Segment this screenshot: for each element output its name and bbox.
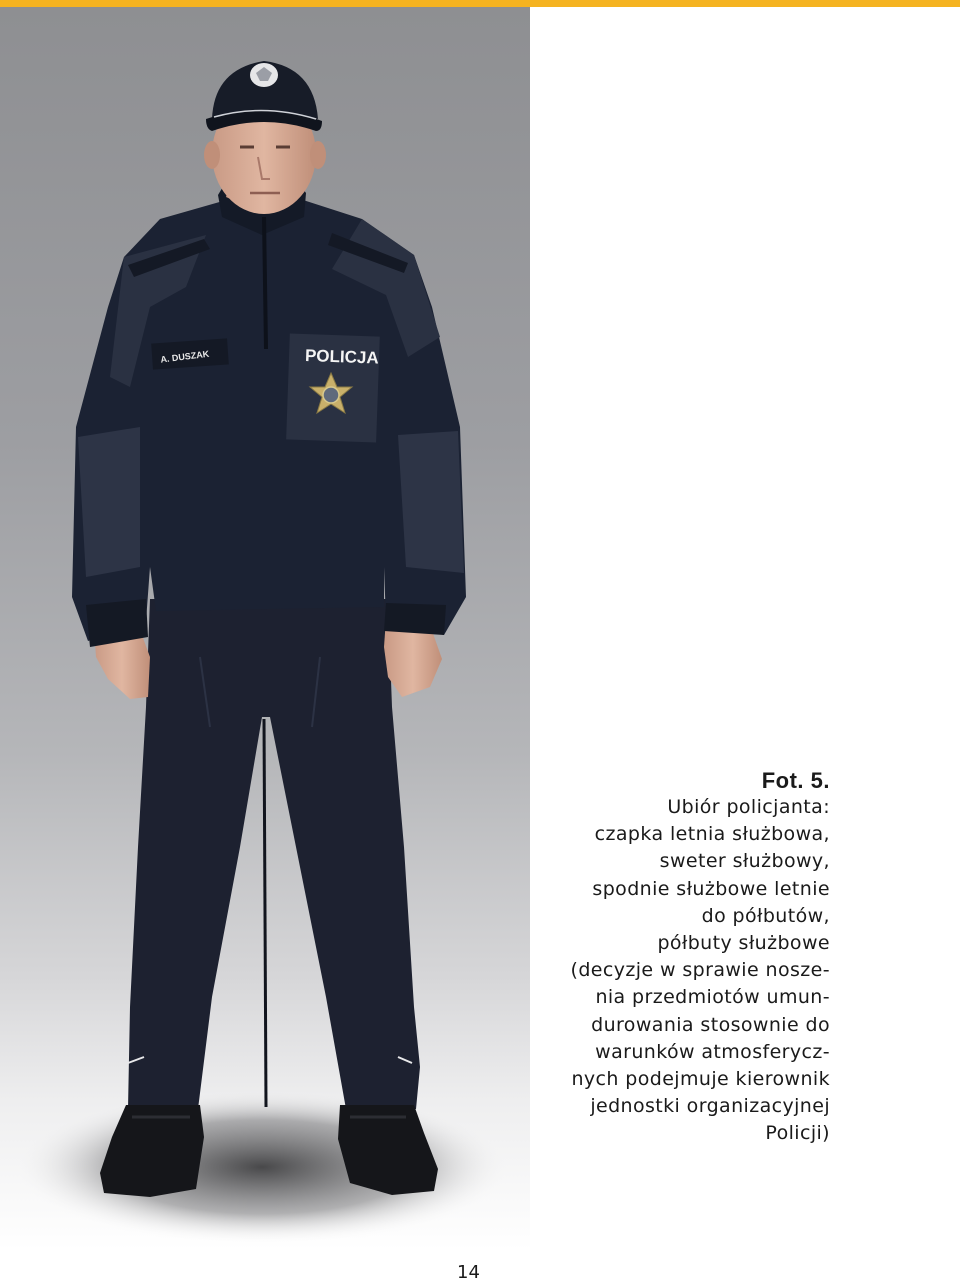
caption-line: czapka letnia służbowa,: [594, 823, 830, 846]
uniform-photo: [0, 7, 530, 1250]
caption-line: durowania stosownie do: [591, 1013, 830, 1036]
trousers: [128, 599, 420, 1109]
caption-line: spodnie służbowe letnie: [592, 877, 830, 900]
figure-label: Fot. 5.: [761, 768, 830, 793]
caption-line: do półbutów,: [701, 904, 830, 927]
top-accent-bar: [0, 0, 960, 7]
caption-line: jednostki organizacyjnej: [590, 1095, 830, 1118]
caption-line: półbuty służbowe: [657, 932, 830, 955]
caption-line: Ubiór policjanta:: [667, 796, 830, 818]
caption-line: (decyzje w sprawie nosze-: [570, 959, 830, 982]
caption-line: sweter służbowy,: [659, 850, 830, 873]
caption-line: Policji): [765, 1122, 830, 1145]
caption-line: nia przedmiotów umun-: [595, 986, 830, 1009]
caption-text: [510, 794, 830, 1148]
figure-caption: [510, 768, 830, 1148]
chest-label-policja: POLICJA: [304, 346, 380, 368]
page-number: 14: [457, 1262, 480, 1283]
caption-line: nych podejmuje kierownik: [571, 1068, 830, 1091]
police-officer-illustration: [0, 7, 530, 1250]
caption-line: warunków atmosferycz-: [595, 1040, 830, 1063]
name-tag: A. DUSZAK: [159, 348, 210, 365]
